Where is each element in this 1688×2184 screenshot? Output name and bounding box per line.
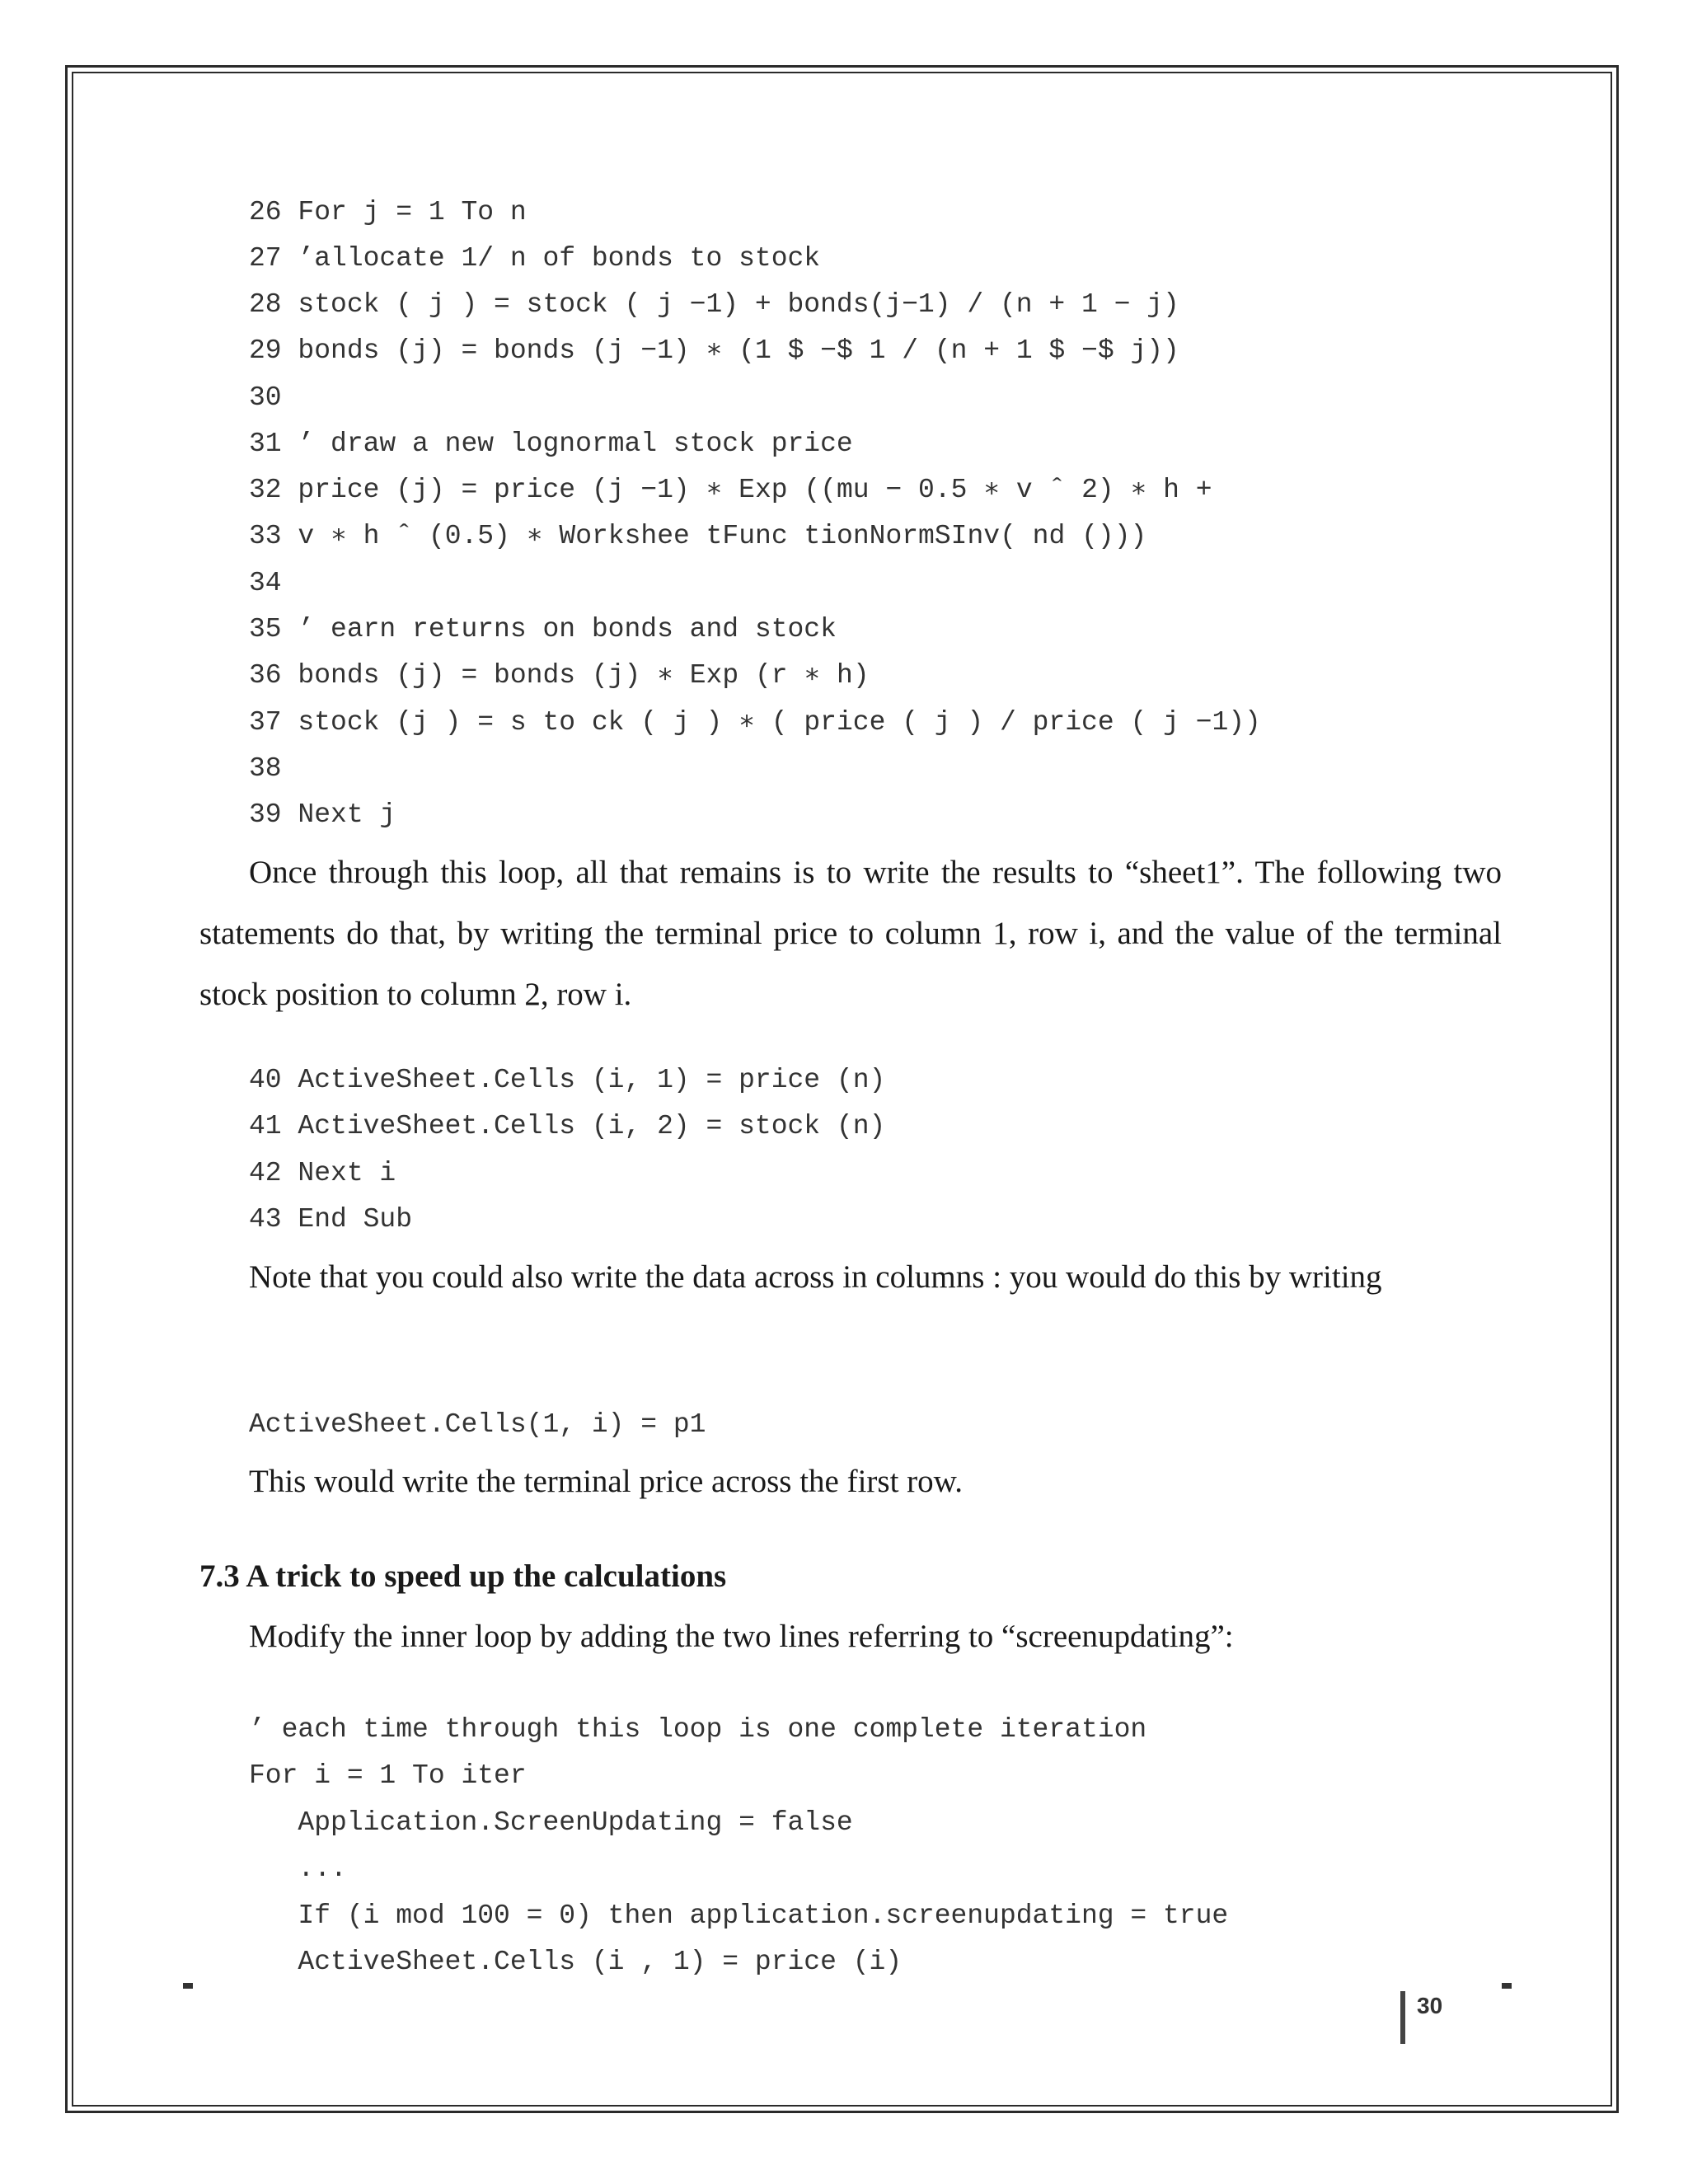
code-line: 40 ActiveSheet.Cells (i, 1) = price (n)	[249, 1065, 886, 1095]
code-line: 36 bonds (j) = bonds (j) ∗ Exp (r ∗ h)	[249, 660, 870, 691]
footer-mark-right	[1502, 1983, 1512, 1989]
code-line: Application.ScreenUpdating = false	[249, 1807, 853, 1838]
body-paragraph: Note that you could also write the data across in columns : you would do this by writing	[249, 1259, 1382, 1295]
code-line: 27 ’allocate 1/ n of bonds to stock	[249, 243, 821, 274]
code-line: If (i mod 100 = 0) then application.screenupdating = true	[249, 1900, 1229, 1931]
code-line: 42 Next i	[249, 1158, 396, 1188]
body-paragraph: Once through this loop, all that remains is to write the results to “sheet1”. The following two statements do that, by writing the terminal price to column 1, row i, and the value of the terminal stock position to column 2, row i.	[199, 855, 1502, 1012]
page-number: 30	[1417, 1993, 1443, 2018]
code-line: 34	[249, 568, 282, 598]
code-line: ’ each time through this loop is one complete iteration	[249, 1714, 1147, 1745]
code-line: ...	[249, 1854, 347, 1884]
code-line: 28 stock ( j ) = stock ( j −1) + bonds(j−1) / (n + 1 − j)	[249, 289, 1179, 320]
body-paragraph: Modify the inner loop by adding the two lines referring to “screenupdating”:	[249, 1619, 1234, 1654]
code-line: 29 bonds (j) = bonds (j −1) ∗ (1 $ −$ 1 / (n + 1 $ −$ j))	[249, 335, 1179, 366]
code-line: For i = 1 To iter	[249, 1760, 527, 1791]
code-line: 26 For j = 1 To n	[249, 197, 527, 227]
code-line: 38	[249, 753, 282, 784]
footer-mark-left	[183, 1983, 193, 1989]
code-line: 31 ’ draw a new lognormal stock price	[249, 429, 853, 459]
code-line: 43 End Sub	[249, 1204, 413, 1235]
section-heading: 7.3 A trick to speed up the calculations	[199, 1558, 727, 1594]
code-line: ActiveSheet.Cells (i , 1) = price (i)	[249, 1947, 903, 1977]
page-number-bar	[1400, 1991, 1405, 2044]
code-line: 39 Next j	[249, 799, 396, 830]
code-line: 41 ActiveSheet.Cells (i, 2) = stock (n)	[249, 1111, 886, 1141]
code-line: 32 price (j) = price (j −1) ∗ Exp ((mu − 0.5 ∗ v ˆ 2) ∗ h +	[249, 475, 1212, 505]
code-line: 33 v ∗ h ˆ (0.5) ∗ Workshee tFunc tionNormSInv( nd ()))	[249, 521, 1147, 551]
body-paragraph: This would write the terminal price across the first row.	[249, 1464, 964, 1499]
code-line: 35 ’ earn returns on bonds and stock	[249, 614, 837, 644]
code-line: 30	[249, 382, 282, 413]
code-line: ActiveSheet.Cells(1, i) = p1	[249, 1409, 706, 1440]
code-line: 37 stock (j ) = s to ck ( j ) ∗ ( price ( j ) / price ( j −1))	[249, 707, 1261, 738]
